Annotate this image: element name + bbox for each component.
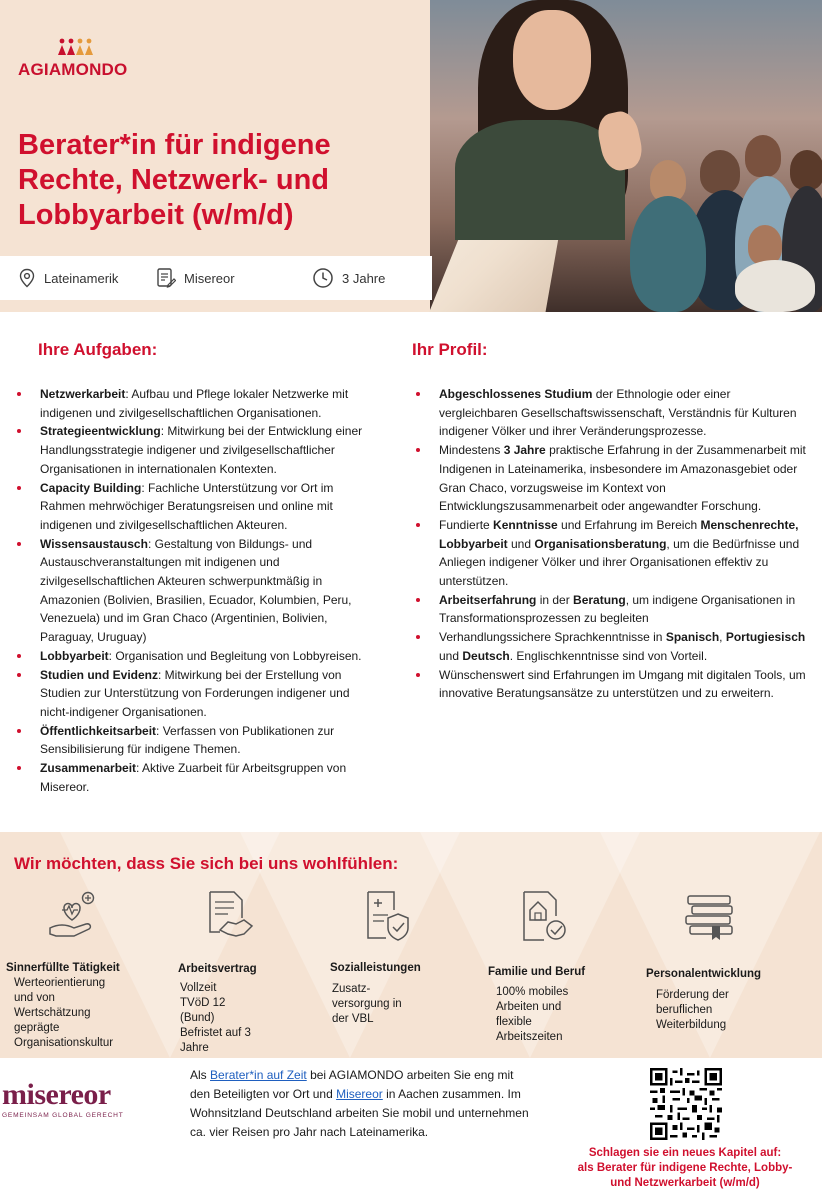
- profile-item: [411, 441, 811, 516]
- benefit-title-4: Familie und Beruf: [488, 966, 586, 978]
- footer-description: [190, 1066, 535, 1142]
- profile-item-text: in der: [536, 592, 574, 607]
- tasks-list: [12, 385, 382, 796]
- insurance-document-icon: [358, 888, 414, 944]
- benefit-title-2: Arbeitsvertrag: [178, 963, 257, 975]
- profile-item-text: Fundierte: [439, 517, 494, 532]
- benefit-text-4: 100% mobiles Arbeiten und flexible Arbeitszeiten: [496, 986, 569, 1043]
- task-item-text: : Aufbau und Pflege lokaler Netzwerke mit indigenen und zivilgesellschaftlichen Organisationen.: [40, 387, 349, 420]
- person-head-2: [745, 135, 781, 177]
- benefits-section: [0, 832, 822, 1058]
- task-item-title: Lobbyarbeit: [40, 648, 109, 663]
- profile-item: [411, 628, 811, 665]
- profile-item-text: praktische Erfahrung in der Zusammenarbeit mit Indigenen in Lateinamerika, insbesondere im Amazonasgebiet oder Gran Chaco, vorzugsweise im Kontext von Entwicklungszusammenarbeit oder angewandter Forschung.: [439, 443, 806, 514]
- hero-banner: [0, 0, 822, 312]
- profile-item-text: Verhandlungssichere Sprachkenntnisse in: [439, 630, 666, 645]
- profile-column: [411, 385, 811, 703]
- task-item-text: : Organisation und Begleitung von Lobbyreisen.: [108, 648, 362, 663]
- document-edit-icon: [156, 267, 176, 289]
- profile-item: [411, 666, 811, 703]
- meta-location: [18, 256, 118, 300]
- misereor-logo[interactable]: [2, 1080, 142, 1124]
- agiamondo-logo-mark-icon: [56, 38, 96, 56]
- location-pin-icon: [18, 268, 36, 288]
- profile-item: [411, 516, 811, 591]
- task-item: [12, 479, 382, 535]
- benefit-text-1: Werteorientierung und von Wertschätzung geprägte Organisationskultur: [14, 977, 114, 1049]
- profile-item-text: . Englischkenntnisse sind von Vorteil.: [509, 648, 708, 663]
- agiamondo-logo-text: AGIAMONDO: [18, 60, 128, 79]
- profile-item-highlight: 3 Jahre: [503, 443, 546, 458]
- benefit-title-3: Sozialleistungen: [330, 962, 421, 974]
- benefit-text-5: Förderung der beruflichen Weiterbildung: [656, 989, 729, 1031]
- misereor-link[interactable]: Misereor: [336, 1087, 383, 1101]
- task-item: [12, 535, 382, 647]
- page-title: Berater*in für indigene Rechte, Netzwerk- und Lobbyarbeit (w/m/d): [18, 129, 331, 231]
- job-meta-bar: [0, 256, 432, 300]
- meta-partner-label: Misereor: [184, 270, 235, 286]
- family-house-icon: [516, 888, 572, 944]
- task-item-title: Wissensaustausch: [40, 536, 148, 551]
- task-item: [12, 759, 382, 796]
- footer-text-part-1: Als: [190, 1068, 211, 1082]
- task-item-title: Capacity Building: [40, 480, 142, 495]
- profile-item: [411, 591, 811, 628]
- benefit-text-2: Vollzeit TVöD 12 (Bund) Befristet auf 3 Jahre: [180, 982, 251, 1054]
- tasks-heading: Ihre Aufgaben:: [38, 340, 158, 359]
- person-head-1: [700, 150, 740, 194]
- task-item-title: Studien und Evidenz: [40, 667, 159, 682]
- qr-code-icon[interactable]: [650, 1068, 722, 1140]
- profile-item-text: der Ethnologie oder einer vergleichbaren Gesellschaftswissenschaft, Verständnis für Kulturen indigener Völker und ihrer Veränderungsprozesse.: [439, 387, 797, 439]
- task-item-text: : Gestaltung von Bildungs- und Austauschveranstaltungen mit indigenen und zivilgesellschaftlichen Akteuren schwerpunktmäßig in Amazonien (Bolivien, Brasilien, Ecuador, Kolumbien, Peru, Venezuela) und im Gran Chaco (Argentinien, Bolivien, Paraguay, Uruguay): [40, 536, 352, 645]
- person-head-3: [790, 150, 822, 190]
- profile-item: [411, 385, 811, 441]
- task-item-title: Öffentlichkeitsarbeit: [40, 723, 157, 738]
- profile-item-highlight: Menschenrechte, Lobbyarbeit: [439, 517, 799, 551]
- task-item: [12, 722, 382, 759]
- task-item-text: : Fachliche Unterstützung vor Ort im Rahmen mehrwöchiger Beratungsreisen und online mit indigenen und zivilgesellschaftlichen Akteuren.: [40, 480, 334, 532]
- task-item-text: : Mitwirkung bei der Erstellung von Studien zur Unterstützung von Forderungen indigener und nicht-indigener Organisationen.: [40, 667, 350, 719]
- profile-item-text: , um indigene Organisationen in Transformationsprozessen zu begleiten: [439, 592, 796, 626]
- clock-icon: [312, 267, 334, 289]
- profile-item-highlight: Deutsch: [462, 648, 510, 663]
- agiamondo-logo[interactable]: [18, 38, 138, 82]
- misereor-logo-tagline: GEMEINSAM GLOBAL GERECHT: [2, 1112, 124, 1119]
- profile-item-highlight: Portugiesisch: [725, 630, 806, 645]
- contract-handshake-icon: [200, 888, 256, 944]
- task-item: [12, 422, 382, 478]
- meta-duration-label: 3 Jahre: [342, 270, 386, 286]
- woman-face: [513, 10, 591, 110]
- profile-item-text: und Erfahrung im Bereich: [557, 517, 701, 532]
- task-item-title: Netzwerkarbeit: [40, 387, 126, 401]
- task-item: [12, 385, 382, 422]
- profile-item-highlight: Organisationsberatung: [534, 536, 667, 551]
- task-item: [12, 666, 382, 722]
- cta-line-2: als Berater für indigene Rechte, Lobby-: [577, 1162, 793, 1174]
- meta-duration: [312, 256, 385, 300]
- footer-text-part-3: in Aachen zusammen. Im Wohnsitzland Deutschland arbeiten Sie mobil und unternehmen ca. vier Reisen pro Jahr nach Lateinamerika.: [190, 1087, 529, 1139]
- berater-auf-zeit-link[interactable]: Berater*in auf Zeit: [210, 1068, 307, 1082]
- profile-item-text: Mindestens: [439, 443, 504, 458]
- profile-item-text: und: [507, 536, 535, 551]
- profile-item-text: ,: [719, 630, 726, 645]
- profile-item-highlight: Kenntnisse: [493, 517, 558, 532]
- misereor-logo-word: misereor: [2, 1078, 111, 1111]
- cta-line-3: und Netzwerkarbeit (w/m/d): [610, 1177, 760, 1189]
- person-body-5: [735, 260, 815, 312]
- profile-item-highlight: Abgeschlossenes Studium: [439, 387, 593, 401]
- books-icon: [682, 888, 738, 944]
- benefit-text-3: Zusatz- versorgung in der VBL: [332, 983, 402, 1025]
- task-item: [12, 647, 382, 666]
- benefit-title-5: Personalentwicklung: [646, 968, 762, 980]
- meta-location-label: Lateinamerik: [44, 270, 119, 286]
- person-head-5: [748, 225, 782, 265]
- task-item-text: : Verfassen von Publikationen zur Sensibilisierung für indigene Themen.: [40, 723, 335, 757]
- benefits-heading: Wir möchten, dass Sie sich bei uns wohlfühlen:: [14, 854, 399, 873]
- profile-item-text: und: [439, 648, 463, 663]
- profile-item-text: , um die Bedürfnisse und Anliegen indigener Völker und ihrer Organisationen effektiv zu unterstützen.: [439, 536, 800, 589]
- heart-hand-icon: [44, 888, 100, 944]
- benefit-title-1: Sinnerfüllte Tätigkeit: [6, 962, 120, 974]
- task-item-text: : Aktive Zuarbeit für Arbeitsgruppen von Misereor.: [40, 761, 347, 794]
- tasks-column: [12, 385, 382, 796]
- profile-item-text: Wünschenswert sind Erfahrungen im Umgang mit digitalen Tools, um innovative Beratungsansätze zu unterstützen und zu erweitern.: [439, 667, 806, 701]
- cta-line-1: Schlagen sie ein neues Kapitel auf:: [588, 1147, 782, 1159]
- task-item-text: : Mitwirkung bei der Entwicklung einer Handlungsstrategie indigener und zivilgesellschaftlicher Organisationen in internationalen Kontexten.: [40, 424, 363, 476]
- profile-item-highlight: Arbeitserfahrung: [439, 592, 537, 607]
- profile-list: [411, 385, 811, 703]
- task-item-title: Zusammenarbeit: [40, 761, 137, 776]
- profile-item-highlight: Spanisch: [665, 630, 720, 645]
- footer-text-part-2: bei AGIAMONDO arbeiten Sie eng mit den Beteiligten vor Ort und: [190, 1068, 514, 1101]
- meta-partner: [156, 256, 235, 300]
- call-to-action: [548, 1146, 822, 1191]
- person-body-4: [630, 196, 706, 312]
- profile-item-highlight: Beratung: [573, 592, 626, 607]
- task-item-title: Strategieentwicklung: [40, 424, 161, 439]
- profile-heading: Ihr Profil:: [412, 340, 488, 359]
